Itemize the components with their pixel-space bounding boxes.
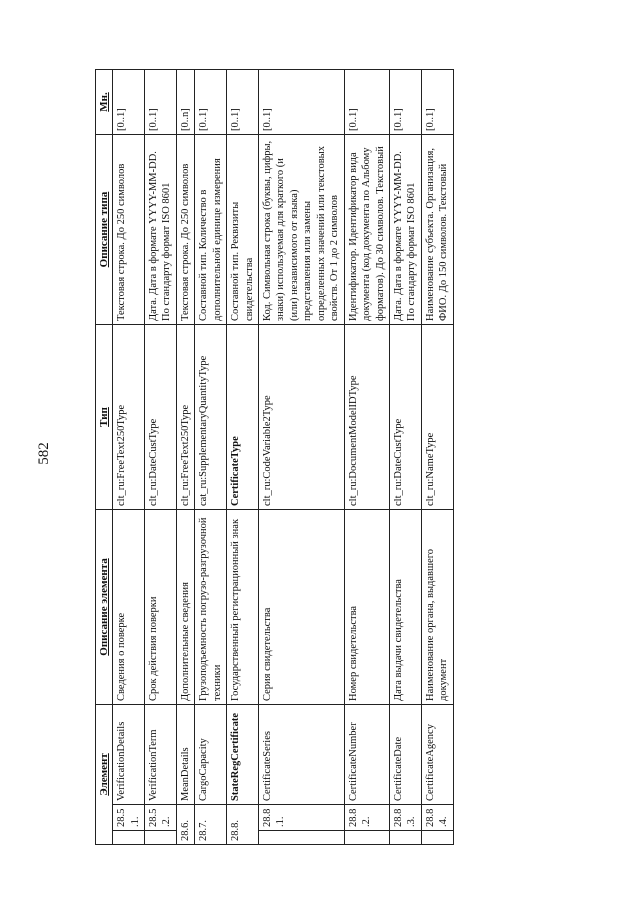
element-description: Дата выдачи свидетельства — [389, 510, 421, 705]
indent-cell — [144, 831, 176, 845]
table-row — [113, 70, 145, 845]
row-number: 28.5.1. — [113, 805, 145, 831]
element-description: Сведения о поверке — [113, 510, 145, 705]
multiplicity: [0..1] — [421, 70, 453, 135]
element-description: Срок действия поверки — [144, 510, 176, 705]
type-description: Дата. Дата в формате YYYY-MM-DD. По стандарту формат ISO 8601 — [389, 135, 421, 325]
row-number: 28.8.4. — [421, 805, 453, 831]
multiplicity: [0..1] — [113, 70, 145, 135]
type-description: Наименование субъекта. Организация, ФИО. До 150 символов. Текстовый — [421, 135, 453, 325]
multiplicity: [0..1] — [389, 70, 421, 135]
table-row — [421, 70, 453, 845]
table-row — [176, 70, 194, 845]
row-number: 28.8.2. — [344, 805, 389, 831]
row-number: 28.7. — [195, 805, 227, 845]
multiplicity: [0..n] — [176, 70, 194, 135]
indent-cell — [421, 831, 453, 845]
header-description: Описание элемента — [96, 510, 113, 705]
type-description: Код. Символьная строка (буквы, цифры, знаки) используемая для краткого (и (или) независимого от языка) представления или замены определенных значений или текстовых свойств. От 1 до 2 символов — [259, 135, 345, 325]
element-name: VerificationDetails — [113, 705, 145, 805]
header-element: Элемент — [96, 705, 113, 845]
multiplicity: [0..1] — [259, 70, 345, 135]
indent-cell — [259, 831, 345, 845]
type-name: cat_ru:SupplementaryQuantityType — [195, 325, 227, 510]
type-name: clt_ru:DateCustType — [389, 325, 421, 510]
row-number: 28.6. — [176, 805, 194, 845]
element-name: CertificateAgency — [421, 705, 453, 805]
element-description: Наименование органа, выдавшего документ — [421, 510, 453, 705]
element-description: Государственный регистрационный знак — [227, 510, 259, 705]
table-wrapper — [95, 70, 550, 845]
header-mn: Мн. — [96, 70, 113, 135]
element-name: VerificationTerm — [144, 705, 176, 805]
table-header-row — [96, 70, 113, 845]
row-number: 28.8.1. — [259, 805, 345, 831]
element-name: CertificateNumber — [344, 705, 389, 805]
indent-cell — [344, 831, 389, 845]
header-type: Тип — [96, 325, 113, 510]
element-name: CargoCapacity — [195, 705, 227, 805]
table-body — [113, 70, 454, 845]
element-description: Грузоподъемность погрузо-разгрузочной техники — [195, 510, 227, 705]
row-number: 28.8. — [227, 805, 259, 845]
header-type-description: Описание типа — [96, 135, 113, 325]
multiplicity: [0..1] — [144, 70, 176, 135]
type-name: clt_ru:DocumentModelIDType — [344, 325, 389, 510]
element-name: StateRegCertificate — [227, 705, 259, 805]
type-description: Идентификатор. Идентификатор вида документа (код документа по Альбому форматов). До 30 символов. Текстовый — [344, 135, 389, 325]
element-description: Дополнительные сведения — [176, 510, 194, 705]
multiplicity: [0..1] — [227, 70, 259, 135]
table-row — [259, 70, 345, 845]
type-description: Текстовая строка. До 250 символов — [113, 135, 145, 325]
type-name: CertificateType — [227, 325, 259, 510]
element-name: CertificateDate — [389, 705, 421, 805]
row-number: 28.5.2. — [144, 805, 176, 831]
type-name: clt_ru:NameType — [421, 325, 453, 510]
element-description: Серия свидетельства — [259, 510, 345, 705]
elements-table — [95, 69, 454, 845]
rotated-page — [95, 70, 550, 845]
table-row — [389, 70, 421, 845]
indent-cell — [113, 831, 145, 845]
row-number: 28.8.3. — [389, 805, 421, 831]
table-row — [144, 70, 176, 845]
type-name: clt_ru:CodeVariable2Type — [259, 325, 345, 510]
indent-cell — [389, 831, 421, 845]
type-description: Текстовая строка. До 250 символов — [176, 135, 194, 325]
table-row — [227, 70, 259, 845]
element-description: Номер свидетельства — [344, 510, 389, 705]
type-description: Составной тип. Количество в дополнительной единице измерения — [195, 135, 227, 325]
table-row — [195, 70, 227, 845]
multiplicity: [0..1] — [195, 70, 227, 135]
multiplicity: [0..1] — [344, 70, 389, 135]
type-name: clt_ru:FreeText250Type — [113, 325, 145, 510]
element-name: CertificateSeries — [259, 705, 345, 805]
page-number: 582 — [35, 442, 52, 465]
element-name: MeanDetails — [176, 705, 194, 805]
table-row — [344, 70, 389, 845]
type-name: clt_ru:FreeText250Type — [176, 325, 194, 510]
type-description: Составной тип. Реквизиты свидетельства — [227, 135, 259, 325]
type-description: Дата. Дата в формате YYYY-MM-DD. По стандарту формат ISO 8601 — [144, 135, 176, 325]
type-name: clt_ru:DateCustType — [144, 325, 176, 510]
